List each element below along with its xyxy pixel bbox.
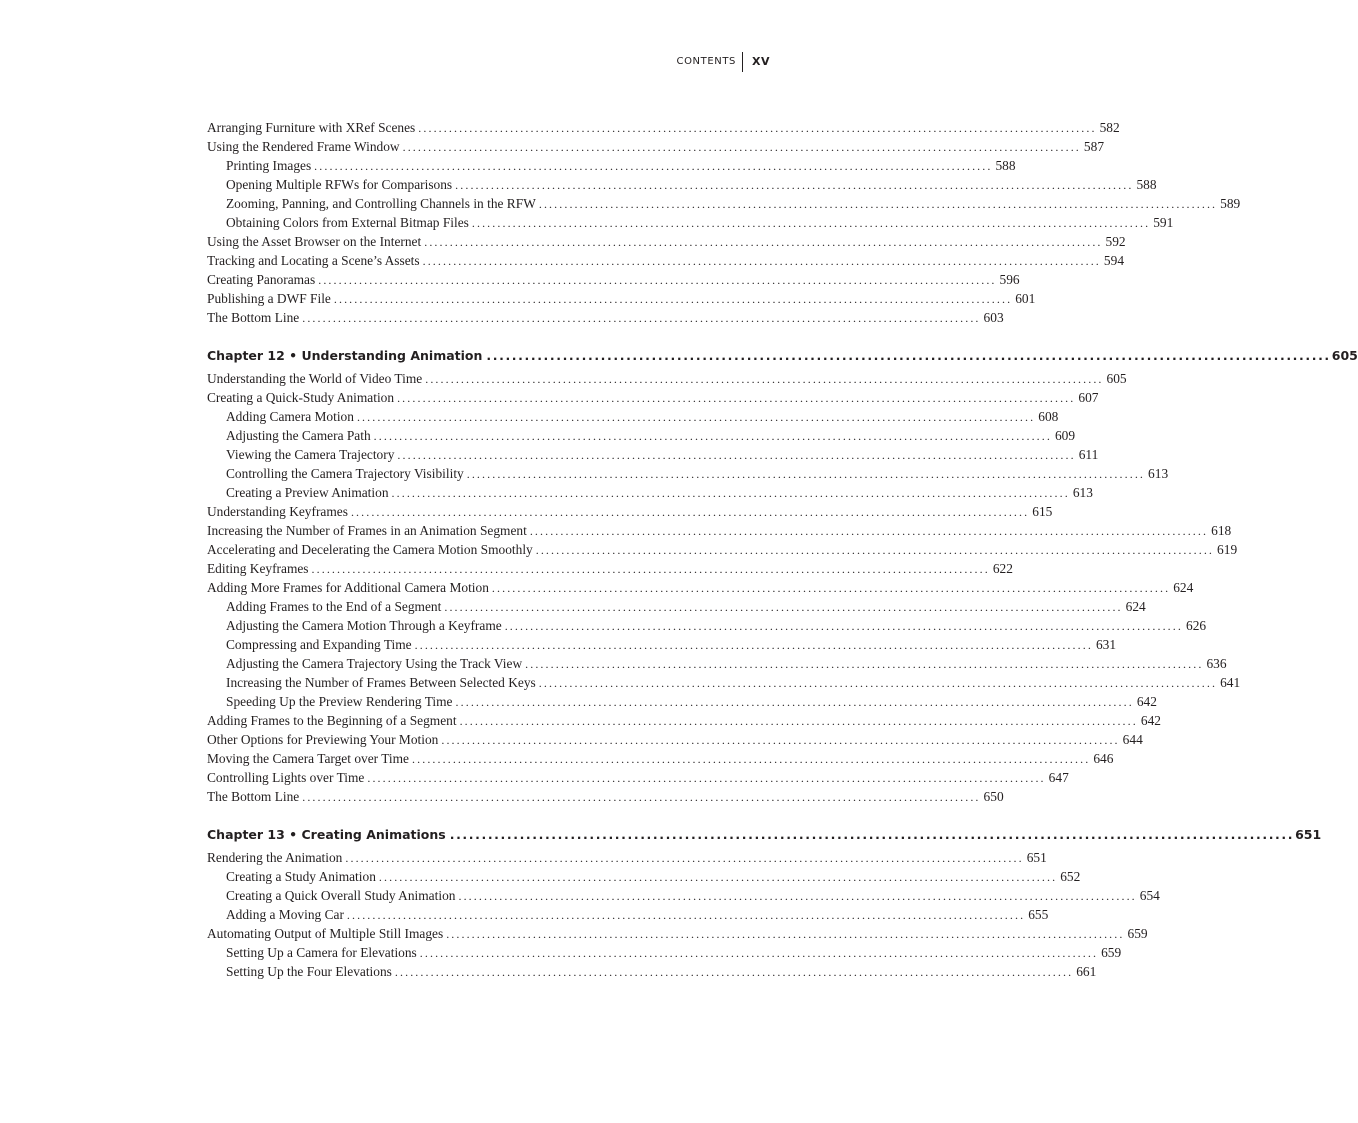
dot-leader: ..................................................................................................................................... [538, 676, 1218, 690]
dot-leader: ..................................................................................................................................... [471, 216, 1151, 230]
chapter-title: Chapter 12 • Understanding Animation [207, 348, 483, 363]
toc-subentry[interactable] [207, 483, 1093, 502]
entry-page-number: 592 [1105, 234, 1126, 249]
entry-title: The Bottom Line [207, 310, 300, 325]
dot-leader: ..................................................................................................................................... [391, 486, 1070, 500]
toc-subentry[interactable] [207, 194, 1241, 213]
toc-entry[interactable] [207, 137, 1105, 156]
entry-page-number: 647 [1048, 770, 1069, 785]
entry-title: Tracking and Locating a Scene’s Assets [207, 253, 420, 268]
entry-page-number: 605 [1106, 371, 1127, 386]
chapter-page-number: 651 [1295, 827, 1322, 842]
entry-title: Adjusting the Camera Path [226, 428, 371, 443]
toc-subentry[interactable] [207, 867, 1081, 886]
entry-page-number: 646 [1093, 751, 1114, 766]
dot-leader: ..................................................................................................................................... [422, 254, 1101, 268]
entry-title: Editing Keyframes [207, 561, 309, 576]
entry-page-number: 659 [1127, 926, 1148, 941]
entry-title: Adjusting the Camera Trajectory Using the Track View [226, 656, 523, 671]
entry-page-number: 596 [999, 272, 1020, 287]
toc-entry[interactable] [207, 768, 1069, 787]
dot-leader: ..................................................................................................................................... [394, 965, 1074, 979]
toc-entry[interactable] [207, 711, 1161, 730]
entry-page-number: 659 [1101, 945, 1122, 960]
dot-leader: ..................................................................................................................................... [525, 657, 1204, 671]
entry-page-number: 613 [1072, 485, 1093, 500]
dot-leader: ..................................................................................................................................... [425, 372, 1104, 386]
entry-page-number: 603 [983, 310, 1004, 325]
entry-page-number: 626 [1186, 618, 1207, 633]
entry-title: Printing Images [226, 158, 312, 173]
entry-page-number: 654 [1139, 888, 1160, 903]
entry-title: Setting Up the Four Elevations [226, 964, 392, 979]
dot-leader: ..................................................................................................................................... [455, 178, 1134, 192]
dot-leader: ..................................................................................................................................... [412, 752, 1091, 766]
toc-subentry[interactable] [207, 597, 1146, 616]
entry-page-number: 607 [1078, 390, 1099, 405]
dot-leader: ..................................................................................................................................... [449, 827, 1295, 842]
toc-entry[interactable] [207, 848, 1047, 867]
dot-leader: ..................................................................................................................................... [302, 790, 981, 804]
entry-page-number: 652 [1060, 869, 1081, 884]
dot-leader: ..................................................................................................................................... [318, 273, 997, 287]
entry-page-number: 644 [1122, 732, 1143, 747]
toc-entry[interactable] [207, 232, 1126, 251]
entry-page-number: 651 [1026, 850, 1047, 865]
table-of-contents [207, 118, 1358, 981]
entry-title: Moving the Camera Target over Time [207, 751, 410, 766]
entry-title: Adding More Frames for Additional Camera Motion [207, 580, 489, 595]
entry-page-number: 589 [1220, 196, 1241, 211]
dot-leader: ..................................................................................................................................... [441, 733, 1120, 747]
toc-subentry[interactable] [207, 156, 1016, 175]
dot-leader: ..................................................................................................................................... [455, 695, 1134, 709]
entry-page-number: 615 [1032, 504, 1053, 519]
entry-page-number: 641 [1220, 675, 1241, 690]
dot-leader: ..................................................................................................................................... [538, 197, 1218, 211]
running-head [677, 52, 771, 72]
entry-title: Publishing a DWF File [207, 291, 331, 306]
dot-leader: ..................................................................................................................................... [367, 771, 1046, 785]
entry-title: Setting Up a Camera for Elevations [226, 945, 417, 960]
entry-title: Creating a Preview Animation [226, 485, 389, 500]
entry-title: Controlling the Camera Trajectory Visibility [226, 466, 464, 481]
running-head-page-number: XV [752, 55, 770, 68]
dot-leader: ..................................................................................................................................... [302, 311, 981, 325]
running-head-label: CONTENTS [676, 56, 736, 67]
entry-page-number: 587 [1083, 139, 1105, 154]
dot-leader: ..................................................................................................................................... [419, 946, 1099, 960]
entry-page-number: 618 [1211, 523, 1232, 538]
entry-title: The Bottom Line [207, 789, 300, 804]
toc-subentry[interactable] [207, 213, 1174, 232]
entry-page-number: 591 [1153, 215, 1174, 230]
entry-page-number: 636 [1206, 656, 1227, 671]
entry-title: Increasing the Number of Frames in an Animation Segment [207, 523, 527, 538]
entry-title: Understanding the World of Video Time [207, 371, 423, 386]
toc-entry[interactable] [207, 924, 1148, 943]
entry-page-number: 582 [1099, 120, 1120, 135]
entry-title: Accelerating and Decelerating the Camera Motion Smoothly [207, 542, 533, 557]
toc-entry[interactable] [207, 559, 1013, 578]
dot-leader: ..................................................................................................................................... [414, 638, 1093, 652]
entry-page-number: 624 [1173, 580, 1194, 595]
entry-page-number: 588 [1136, 177, 1157, 192]
toc-entry[interactable] [207, 369, 1127, 388]
toc-subentry[interactable] [207, 654, 1227, 673]
dot-leader: ..................................................................................................................................... [458, 889, 1137, 903]
entry-title: Arranging Furniture with XRef Scenes [207, 120, 416, 135]
entry-title: Obtaining Colors from External Bitmap Files [226, 215, 469, 230]
entry-page-number: 661 [1076, 964, 1097, 979]
entry-title: Using the Asset Browser on the Internet [207, 234, 422, 249]
toc-entry[interactable] [207, 521, 1232, 540]
toc-subentry[interactable] [207, 886, 1160, 905]
dot-leader: ..................................................................................................................................... [378, 870, 1058, 884]
toc-subentry[interactable] [207, 175, 1157, 194]
entry-title: Controlling Lights over Time [207, 770, 365, 785]
toc-subentry[interactable] [207, 692, 1157, 711]
entry-page-number: 608 [1038, 409, 1059, 424]
entry-title: Adding Camera Motion [226, 409, 354, 424]
dot-leader: ..................................................................................................................................... [356, 410, 1036, 424]
entry-page-number: 642 [1136, 694, 1157, 709]
dot-leader: ..................................................................................................................................... [486, 348, 1331, 363]
toc-subentry[interactable] [207, 943, 1122, 962]
toc-subentry[interactable] [207, 905, 1049, 924]
dot-leader: ..................................................................................................................................... [397, 391, 1076, 405]
dot-leader: ..................................................................................................................................... [350, 505, 1030, 519]
entry-title: Creating Panoramas [207, 272, 316, 287]
toc-subentry[interactable] [207, 407, 1059, 426]
entry-page-number: 619 [1217, 542, 1238, 557]
entry-title: Creating a Quick Overall Study Animation [226, 888, 456, 903]
entry-page-number: 613 [1148, 466, 1169, 481]
chapter-heading[interactable] [207, 825, 1322, 844]
toc-subentry[interactable] [207, 426, 1076, 445]
toc-subentry[interactable] [207, 635, 1117, 654]
entry-page-number: 624 [1125, 599, 1146, 614]
dot-leader: ..................................................................................................................................... [346, 908, 1026, 922]
toc-subentry[interactable] [207, 673, 1241, 692]
dot-leader: ..................................................................................................................................... [314, 159, 993, 173]
dot-leader: ..................................................................................................................................... [345, 851, 1024, 865]
toc-entry[interactable] [207, 388, 1099, 407]
toc-entry[interactable] [207, 270, 1020, 289]
toc-entry[interactable] [207, 540, 1238, 559]
toc-entry[interactable] [207, 251, 1125, 270]
entry-page-number: 650 [983, 789, 1004, 804]
entry-page-number: 631 [1095, 637, 1117, 652]
toc-entry[interactable] [207, 749, 1114, 768]
toc-entry[interactable] [207, 787, 1004, 806]
dot-leader: ..................................................................................................................................... [504, 619, 1183, 633]
entry-page-number: 642 [1140, 713, 1161, 728]
dot-leader: ..................................................................................................................................... [333, 292, 1013, 306]
toc-entry[interactable] [207, 730, 1143, 749]
entry-title: Using the Rendered Frame Window [207, 139, 400, 154]
dot-leader: ..................................................................................................................................... [418, 121, 1097, 135]
entry-title: Other Options for Previewing Your Motion [207, 732, 439, 747]
dot-leader: ..................................................................................................................................... [459, 714, 1138, 728]
toc-subentry[interactable] [207, 616, 1207, 635]
entry-page-number: 594 [1103, 253, 1125, 268]
dot-leader: ..................................................................................................................................... [311, 562, 990, 576]
dot-leader: ..................................................................................................................................... [402, 140, 1081, 154]
entry-title: Increasing the Number of Frames Between Selected Keys [226, 675, 536, 690]
toc-entry[interactable] [207, 502, 1053, 521]
dot-leader: ..................................................................................................................................... [444, 600, 1123, 614]
dot-leader: ..................................................................................................................................... [446, 927, 1125, 941]
entry-title: Opening Multiple RFWs for Comparisons [226, 177, 453, 192]
entry-title: Viewing the Camera Trajectory [226, 447, 395, 462]
toc-entry[interactable] [207, 578, 1194, 597]
dot-leader: ..................................................................................................................................... [397, 448, 1076, 462]
entry-title: Rendering the Animation [207, 850, 343, 865]
toc-subentry[interactable] [207, 445, 1099, 464]
entry-title: Adding Frames to the End of a Segment [226, 599, 442, 614]
entry-title: Creating a Quick-Study Animation [207, 390, 395, 405]
toc-entry[interactable] [207, 118, 1120, 137]
entry-page-number: 655 [1028, 907, 1049, 922]
toc-subentry[interactable] [207, 962, 1097, 981]
dot-leader: ..................................................................................................................................... [535, 543, 1215, 557]
entry-title: Creating a Study Animation [226, 869, 376, 884]
chapter-heading[interactable] [207, 346, 1358, 365]
dot-leader: ..................................................................................................................................... [466, 467, 1146, 481]
dot-leader: ..................................................................................................................................... [491, 581, 1171, 595]
entry-page-number: 588 [995, 158, 1016, 173]
entry-title: Adding Frames to the Beginning of a Segment [207, 713, 457, 728]
entry-title: Understanding Keyframes [207, 504, 348, 519]
entry-page-number: 622 [992, 561, 1013, 576]
toc-subentry[interactable] [207, 464, 1169, 483]
entry-page-number: 611 [1078, 447, 1099, 462]
entry-title: Compressing and Expanding Time [226, 637, 412, 652]
toc-entry[interactable] [207, 308, 1004, 327]
entry-title: Speeding Up the Preview Rendering Time [226, 694, 453, 709]
dot-leader: ..................................................................................................................................... [424, 235, 1103, 249]
entry-page-number: 601 [1015, 291, 1036, 306]
entry-title: Adding a Moving Car [226, 907, 344, 922]
chapter-page-number: 605 [1331, 348, 1358, 363]
chapter-title: Chapter 13 • Creating Animations [207, 827, 446, 842]
toc-entry[interactable] [207, 289, 1036, 308]
entry-title: Automating Output of Multiple Still Images [207, 926, 444, 941]
entry-page-number: 609 [1054, 428, 1076, 443]
dot-leader: ..................................................................................................................................... [529, 524, 1209, 538]
dot-leader: ..................................................................................................................................... [373, 429, 1052, 443]
entry-title: Zooming, Panning, and Controlling Channels in the RFW [226, 196, 536, 211]
entry-title: Adjusting the Camera Motion Through a Keyframe [226, 618, 502, 633]
